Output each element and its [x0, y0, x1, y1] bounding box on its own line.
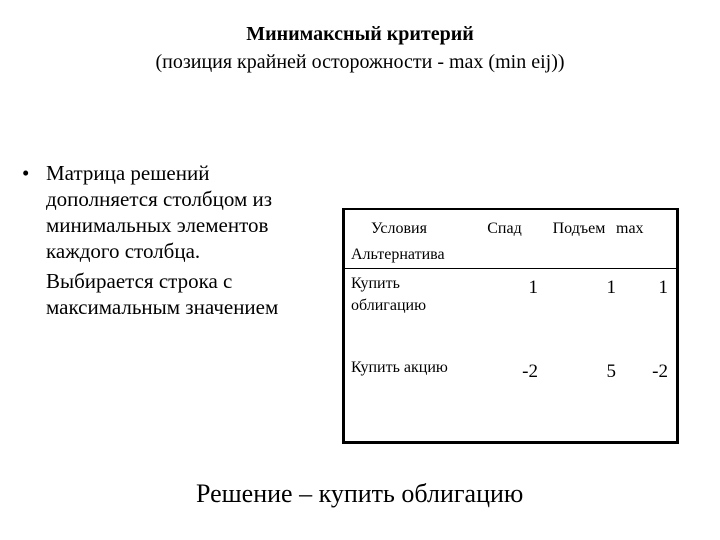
row-label-cell — [344, 353, 468, 443]
bullet-list — [22, 160, 322, 324]
slide-title-block — [0, 20, 720, 76]
cell-value-max: 1 — [658, 277, 668, 298]
cell-value: 1 — [528, 277, 538, 298]
slide-subtitle: (позиция крайней осторожности - max (min eij)) — [155, 51, 565, 73]
matrix-row — [344, 353, 678, 443]
matrix-cell — [467, 353, 542, 443]
row-label-bonds: Купить облигацию — [351, 275, 427, 314]
matrix-header-cell — [467, 209, 542, 269]
matrix-cell — [542, 269, 616, 354]
matrix-cell — [542, 353, 616, 443]
column-header-max: max — [616, 220, 644, 237]
conditions-label: Условия — [371, 220, 427, 237]
decision-text: Решение – купить облигацию — [196, 479, 524, 508]
column-header-growth: Подъем — [552, 220, 606, 237]
bullet-line-2: Выбирается строка с максимальным значением — [46, 269, 279, 319]
matrix-header-row — [344, 209, 678, 269]
matrix-row — [344, 269, 678, 354]
column-header-recession: Спад — [487, 220, 522, 237]
matrix-cell — [467, 269, 542, 354]
bullet-text — [46, 160, 322, 324]
decision-matrix — [342, 208, 679, 444]
matrix-cell — [616, 269, 678, 354]
cell-value: 1 — [606, 277, 616, 298]
bullet-item — [22, 160, 322, 324]
matrix-header-cell — [616, 209, 678, 269]
bullet-icon: • — [22, 161, 30, 185]
matrix-header-cell — [542, 209, 616, 269]
cell-value-max: -2 — [652, 361, 668, 382]
row-label-cell — [344, 269, 468, 354]
matrix-corner-cell — [344, 209, 468, 269]
alternative-label: Альтернатива — [351, 246, 445, 263]
bullet-line-1: Матрица решений дополняется столбцом из минимальных элементов каждого столбца. — [46, 161, 273, 263]
row-label-shares: Купить акцию — [351, 359, 448, 376]
slide-title: Минимаксный критерий — [246, 23, 474, 45]
cell-value: 5 — [606, 361, 616, 382]
cell-value: -2 — [522, 361, 538, 382]
matrix-cell — [616, 353, 678, 443]
